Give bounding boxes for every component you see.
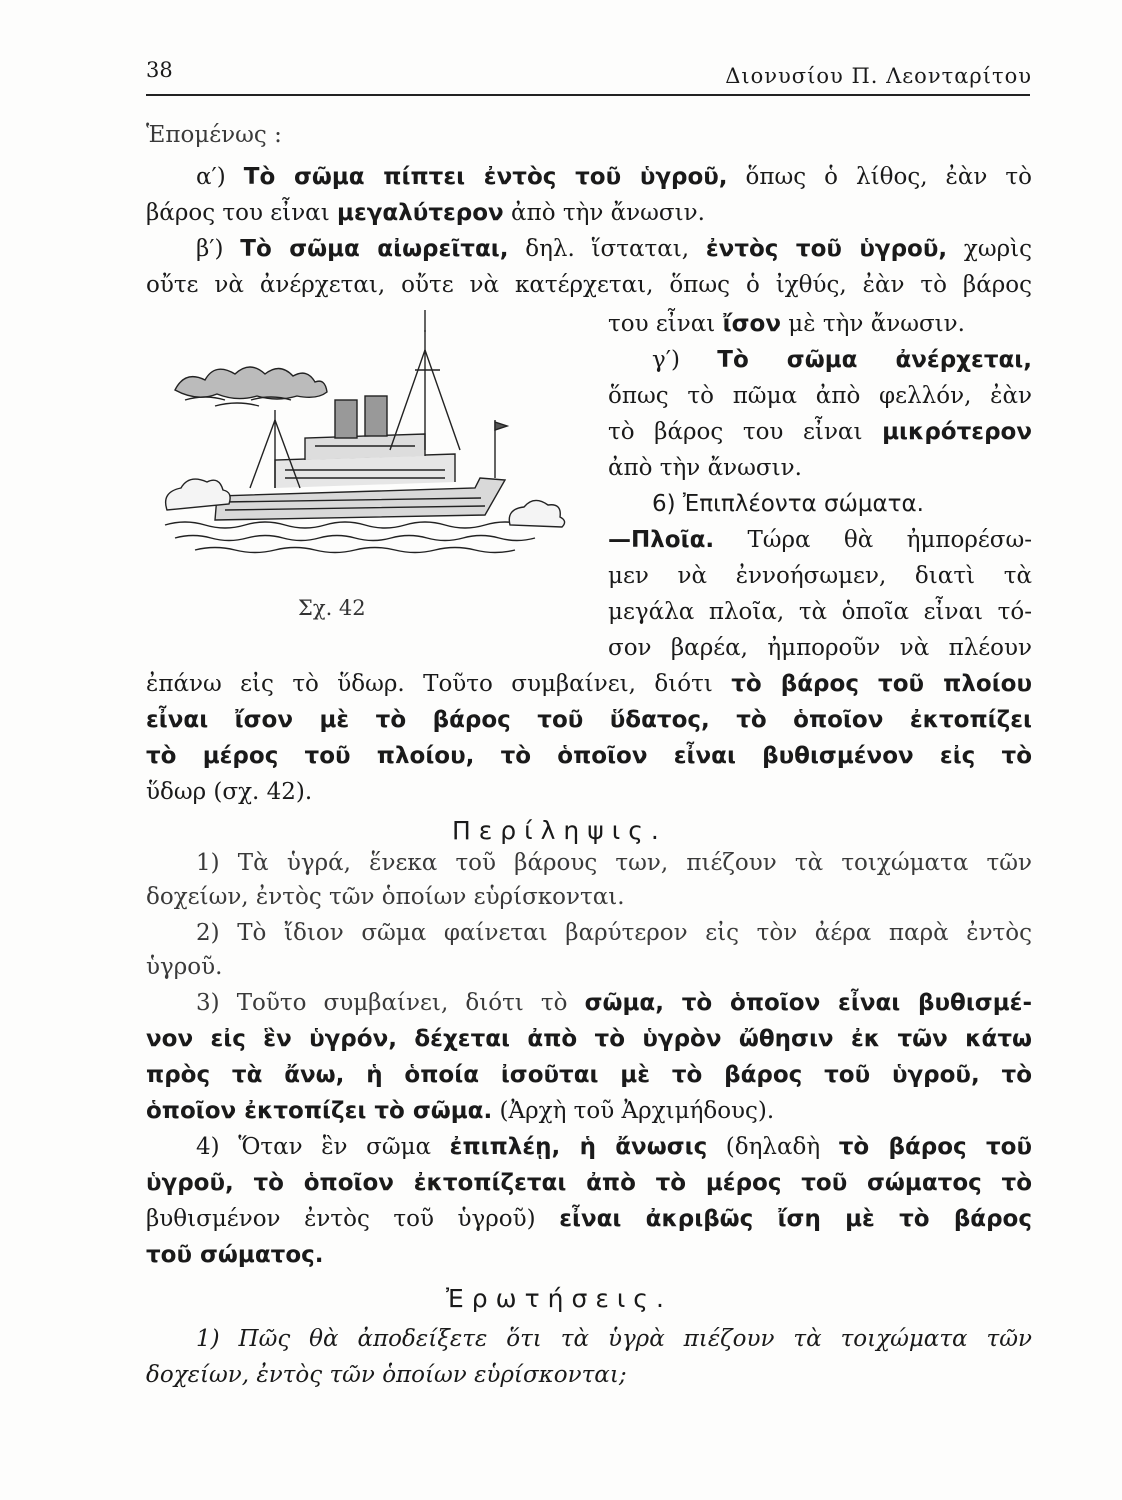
page-number: 38 <box>146 58 173 82</box>
section-6-line-5: ἐπάνω εἰς τὸ ὕδωρ. Τοῦτο συμβαίνει, διότι τὸ βάρος τοῦ πλοίου <box>146 671 1032 697</box>
figure-caption: Σχ. 42 <box>298 596 366 620</box>
summary-p4-line-1: 4) Ὅταν ἓν σῶμα ἐπιπλέῃ, ἡ ἄνωσις (δηλαδὴ τὸ βάρος τοῦ <box>196 1134 1032 1160</box>
header-rule <box>146 94 1030 96</box>
case-b-line-1: β′) Τὸ σῶμα αἰωρεῖται, δηλ. ἵσταται, ἐντὸς τοῦ ὑγροῦ, χωρὶς <box>196 236 1033 262</box>
section-6-title: 6) Ἐπιπλέοντα σώματα. <box>652 491 924 517</box>
section-6-line-7: τὸ μέρος τοῦ πλοίου, τὸ ὁποῖον εἶναι βυθισμένον εἰς τὸ <box>146 743 1032 769</box>
summary-p4-line-2: ὑγροῦ, τὸ ὁποῖον ἐκτοπίζεται ἀπὸ τὸ μέρος τοῦ σώματος τὸ <box>146 1170 1032 1196</box>
summary-p4-line-4: τοῦ σώματος. <box>146 1242 324 1268</box>
case-a-line-2: βάρος του εἶναι μεγαλύτερον ἀπὸ τὴν ἄνωσιν. <box>146 200 705 226</box>
summary-p4-line-3: βυθισμένον ἐντὸς τοῦ ὑγροῦ) εἶναι ἀκριβῶς ἴση μὲ τὸ βάρος <box>146 1206 1032 1232</box>
summary-p3-line-1: 3) Τοῦτο συμβαίνει, διότι τὸ σῶμα, τὸ ὁποῖον εἶναι βυθισμέ- <box>196 990 1032 1016</box>
questions-heading: Ἐρωτήσεις. <box>446 1284 672 1313</box>
steamship-illustration <box>155 310 575 590</box>
summary-heading: Περίληψις. <box>452 816 667 845</box>
case-b-line-3: του εἶναι ἴσον μὲ τὴν ἄνωσιν. <box>608 311 965 337</box>
running-header-author: Διονυσίου Π. Λεονταρίτου <box>725 64 1032 88</box>
summary-p2-line-1: 2) Τὸ ἴδιον σῶμα φαίνεται βαρύτερον εἰς τὸν ἀέρα παρὰ ἐντὸς <box>196 920 1032 946</box>
case-c-line-1: γ′) Τὸ σῶμα ἀνέρχεται, <box>652 347 1032 373</box>
section-6-line-2: μεν νὰ ἐννοήσωμεν, διατὶ τὰ <box>608 563 1032 589</box>
question-1-line-2: δοχείων, ἐντὸς τῶν ὁποίων εὑρίσκονται; <box>146 1362 627 1388</box>
section-6-line-4: σον βαρέα, ἠμποροῦν νὰ πλέουν <box>608 635 1032 661</box>
summary-p3-line-2: νον εἰς ἓν ὑγρόν, δέχεται ἀπὸ τὸ ὑγρὸν ὤθησιν ἐκ τῶν κάτω <box>146 1026 1032 1052</box>
case-b-line-2: οὔτε νὰ ἀνέρχεται, οὔτε νὰ κατέρχεται, ὅπως ὁ ἰχθύς, ἐὰν τὸ βάρος <box>146 272 1032 298</box>
section-6-line-3: μεγάλα πλοῖα, τὰ ὁποῖα εἶναι τό- <box>608 599 1032 625</box>
case-a-line-1: α′) Τὸ σῶμα πίπτει ἐντὸς τοῦ ὑγροῦ, ὅπως ὁ λίθος, ἐὰν τὸ <box>196 164 1032 190</box>
section-6-line-6: εἶναι ἴσον μὲ τὸ βάρος τοῦ ὕδατος, τὸ ὁποῖον ἐκτοπίζει <box>146 707 1032 733</box>
case-c-line-2: ὅπως τὸ πῶμα ἀπὸ φελλόν, ἐὰν <box>608 383 1032 409</box>
case-c-line-4: ἀπὸ τὴν ἄνωσιν. <box>608 455 802 481</box>
summary-p3-line-4: ὁποῖον ἐκτοπίζει τὸ σῶμα. (Ἀρχὴ τοῦ Ἀρχιμήδους). <box>146 1098 775 1124</box>
summary-p2-line-2: ὑγροῦ. <box>146 954 223 980</box>
section-6-line-8: ὕδωρ (σχ. 42). <box>146 779 313 805</box>
summary-p1-line-2: δοχείων, ἐντὸς τῶν ὁποίων εὑρίσκονται. <box>146 884 625 910</box>
summary-p3-line-3: πρὸς τὰ ἄνω, ἡ ὁποία ἰσοῦται μὲ τὸ βάρος τοῦ ὑγροῦ, τὸ <box>146 1062 1032 1088</box>
question-1-line-1: 1) Πῶς θὰ ἀποδείξετε ὅτι τὰ ὑγρὰ πιέζουν τὰ τοιχώματα τῶν <box>196 1326 1032 1352</box>
summary-p1-line-1: 1) Τὰ ὑγρά, ἕνεκα τοῦ βάρους των, πιέζουν τὰ τοιχώματα τῶν <box>196 850 1032 876</box>
case-c-line-3: τὸ βάρος του εἶναι μικρότερον <box>608 419 1032 445</box>
section-6-line-1: —Πλοῖα. Τώρα θὰ ἠμπορέσω- <box>608 527 1032 553</box>
intro-text: Ἑπομένως : <box>146 122 282 148</box>
